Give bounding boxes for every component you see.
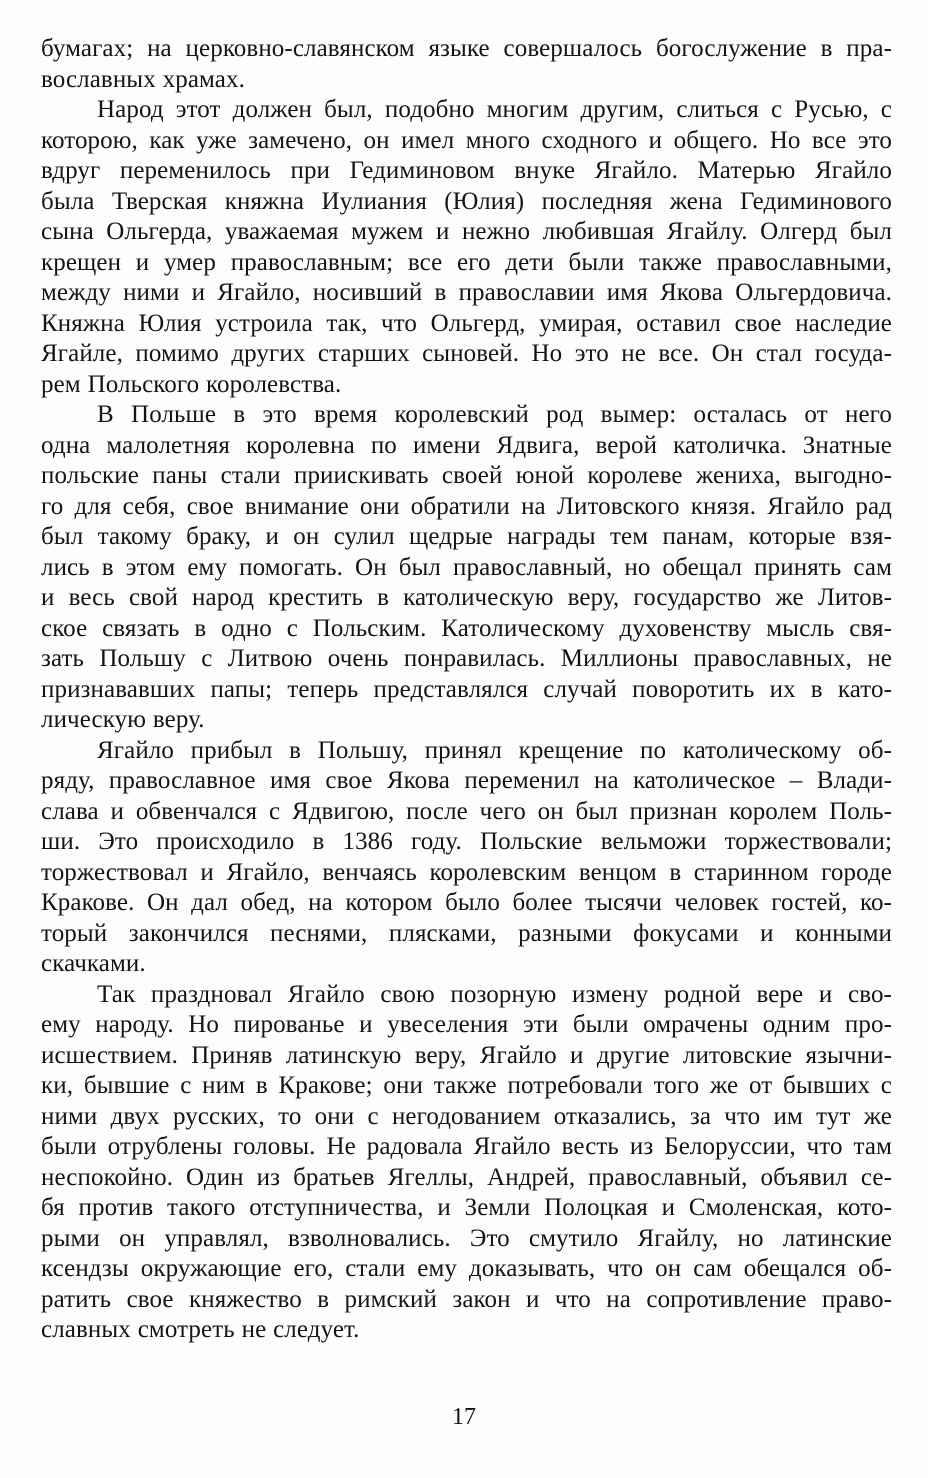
text-line: слава и обвенчался с Ядвигою, после чего он был признан королем Поль- [41,797,892,825]
text-line: Ягайло прибыл в Польшу, принял крещение по католическому об- [97,736,892,764]
text-line: и весь свой народ крестить в католическую веру, государство же Литов- [41,584,892,611]
text-line: ему народу. Но пированье и увеселения эти были омрачены одним про- [41,1011,892,1038]
text-line: ки, бывшие с ним в Кракове; они также потребовали того же от бывших с [41,1072,892,1099]
page-number: 17 [452,1404,476,1430]
text-block [41,34,892,1346]
text-line: славных смотреть не следует. [41,1316,360,1343]
text-line: В Польше в это время королевский род вымер: осталась от него [97,401,892,428]
text-line: скачками. [41,950,146,977]
text-line: признававших папы; теперь представлялся случай поворотить их в като- [41,675,892,703]
text-line: сына Ольгерда, уважаемая мужем и нежно любившая Ягайлу. Олгерд был [41,218,892,245]
text-line: Кракове. Он дал обед, на котором было более тысячи человек гостей, ко- [41,889,892,916]
text-line: крещен и умер православным; все его дети были также православными, [41,248,892,276]
text-line: неспокойно. Один из братьев Ягеллы, Андрей, православный, объявил се- [41,1163,892,1191]
text-line: ряду, православное имя свое Якова переменил на католическое – Влади- [41,767,892,794]
text-line: вдруг переменилось при Гедиминовом внуке Ягайло. Матерью Ягайло [41,157,892,184]
text-line: рыми он управлял, взволновались. Это смутило Ягайлу, но латинские [41,1224,892,1252]
text-line: ратить свое княжество в римский закон и что на сопротивление право- [41,1285,892,1313]
text-line: между ними и Ягайло, носивший в православии имя Якова Ольгердовича. [41,279,892,306]
text-line: торый закончился песнями, плясками, разными фокусами и конными [41,919,892,947]
text-line: ними двух русских, то они с негодованием отказались, за что им тут же [41,1102,892,1130]
page-footer [0,1402,928,1432]
text-line: бя против такого отступничества, и Земли Полоцкая и Смоленская, кото- [41,1194,892,1221]
text-line: была Тверская княжна Иулиания (Юлия) последняя жена Гедиминового [41,187,892,215]
text-line: исшествием. Приняв латинскую веру, Ягайло и другие литовские язычни- [41,1041,892,1069]
text-line: го для себя, свое внимание они обратили на Литовского князя. Ягайло рад [41,492,892,520]
text-line: ши. Это происходило в 1386 году. Польские вельможи торжествовали; [41,828,892,855]
text-line: польские паны стали приискивать своей юной королеве жениха, выгодно- [41,462,892,489]
text-line: лись в этом ему помогать. Он был православный, но обещал принять сам [41,553,892,581]
text-line: Ягайле, помимо других старших сыновей. Но это не все. Он стал госуда- [41,340,892,367]
text-line: Княжна Юлия устроила так, что Ольгерд, умирая, оставил свое наследие [41,309,892,337]
text-line: вославных храмах. [41,65,245,93]
text-line: лическую веру. [41,706,205,733]
text-line: был такому браку, и он сулил щедрые награды тем панам, которые взя- [41,523,892,550]
text-line: торжествовал и Ягайло, венчаясь королевским венцом в старинном городе [41,858,892,886]
text-line: зать Польшу с Литвою очень понравилась. Миллионы православных, не [41,645,892,672]
text-line: одна малолетняя королевна по имени Ядвига, верой католичка. Знатные [41,431,892,459]
text-line: бумагах; на церковно-славянском языке совершалось богослужение в пра- [41,35,892,62]
text-line: Так праздновал Ягайло свою позорную измену родной вере и сво- [97,980,892,1008]
text-line: которою, как уже замечено, он имел много сходного и общего. Но все это [41,126,892,154]
text-line: Народ этот должен был, подобно многим другим, слиться с Русью, с [97,96,892,123]
text-line: ское связать в одно с Польским. Католическому духовенству мысль свя- [41,614,892,642]
text-line: ксендзы окружающие его, стали ему доказывать, что он сам обещался об- [41,1255,892,1282]
text-line: были отрублены головы. Не радовала Ягайло весть из Белоруссии, что там [41,1133,892,1160]
text-line: рем Польского королевства. [41,370,342,398]
